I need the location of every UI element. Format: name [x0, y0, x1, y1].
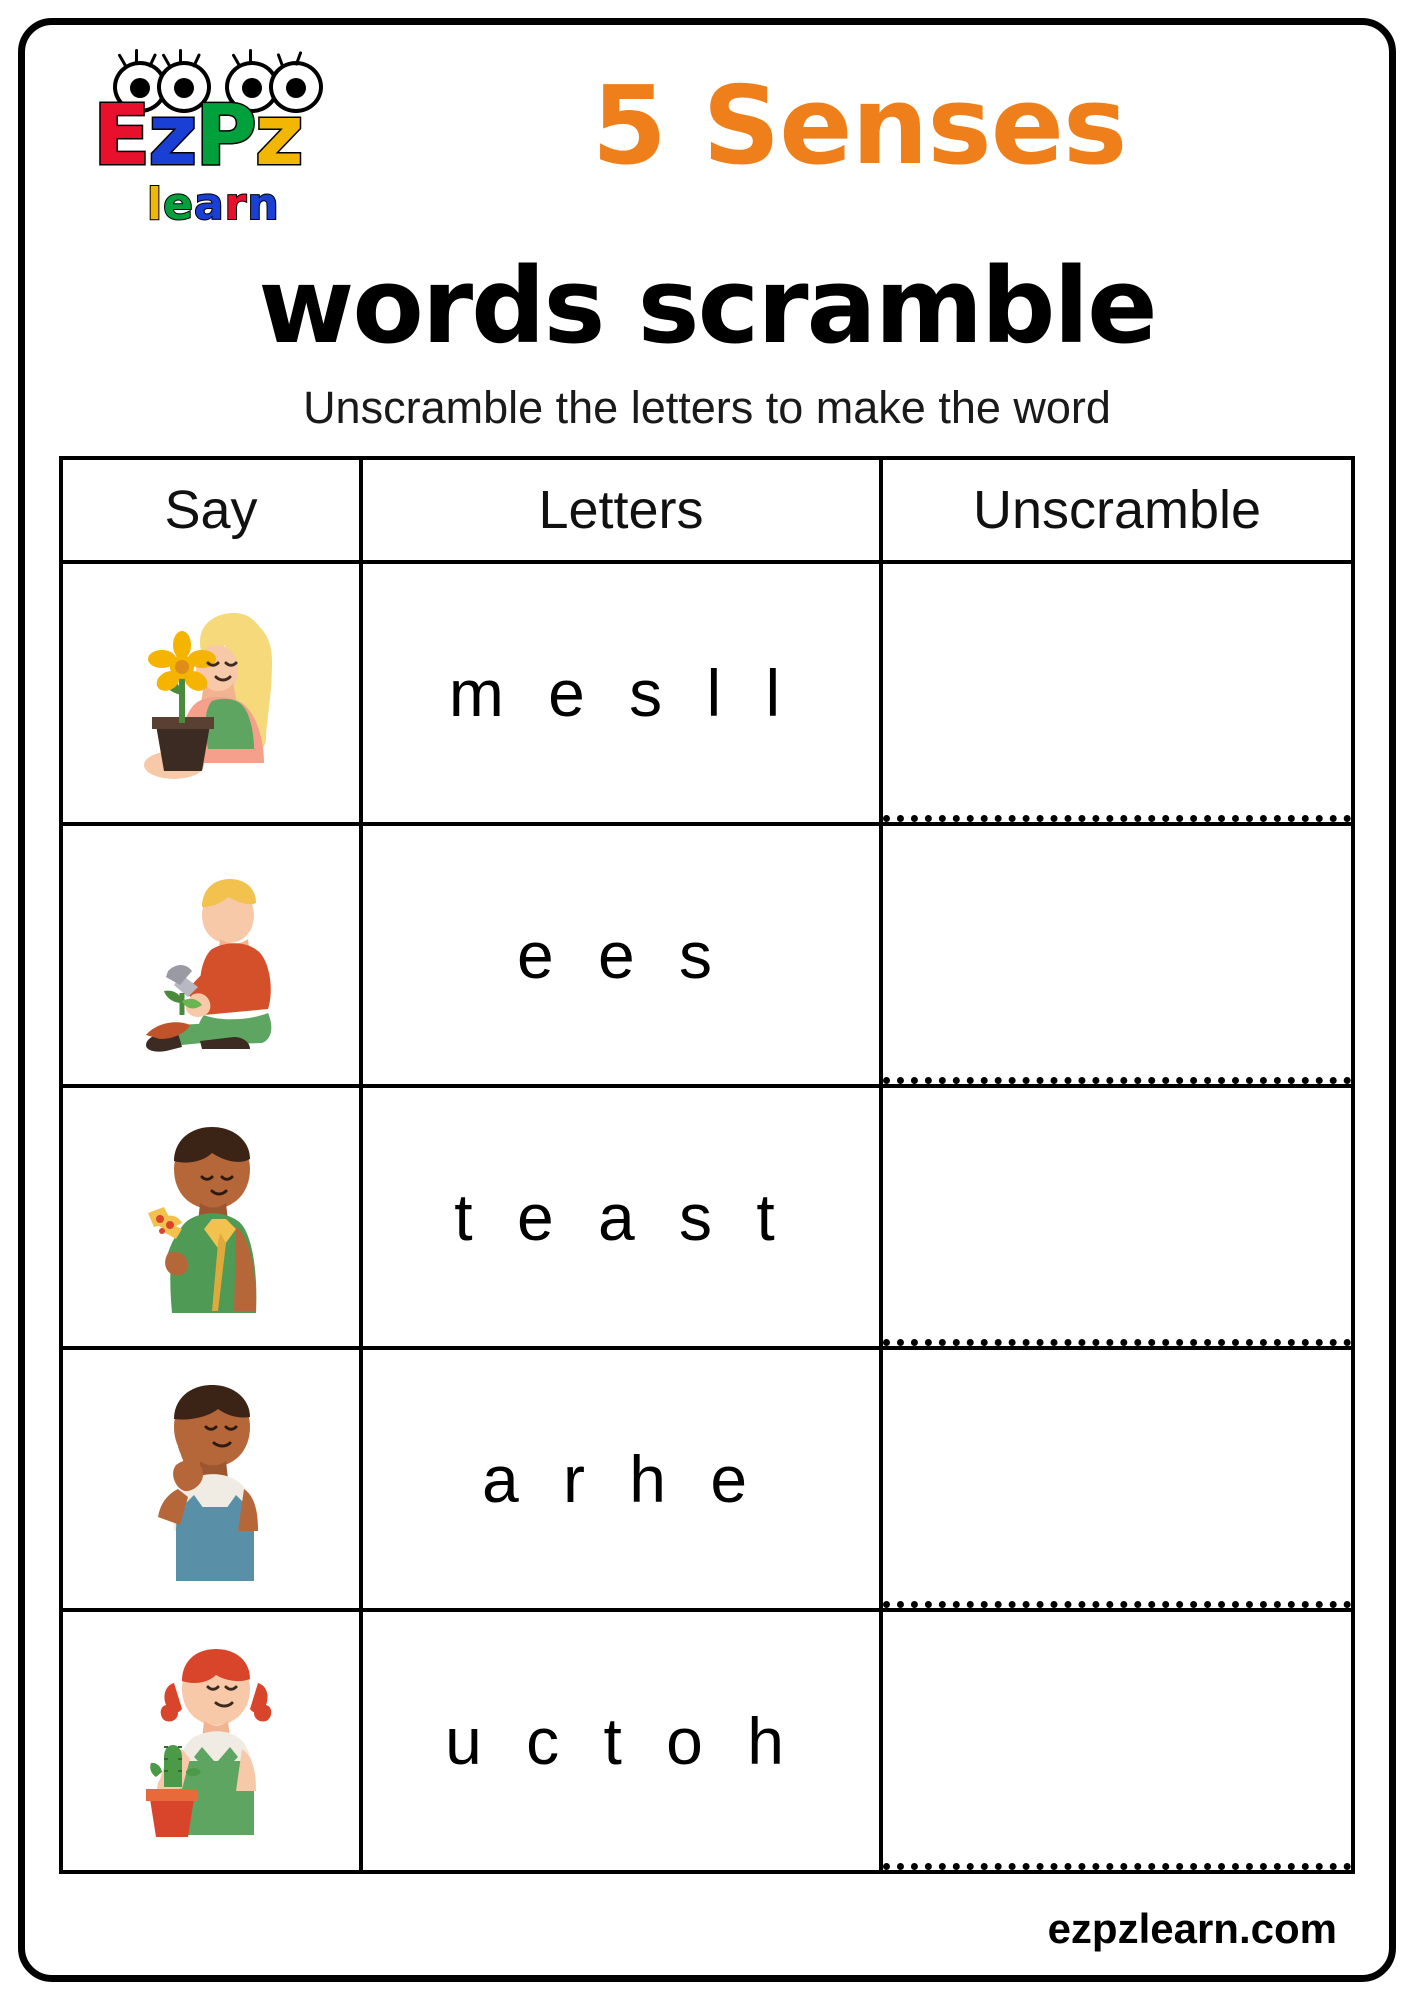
answer-line[interactable]: [883, 815, 1351, 822]
girl-smelling-flower-icon: [116, 583, 306, 798]
logo-sub-letter: n: [247, 179, 280, 230]
girl-listening-icon: [116, 1369, 306, 1584]
eyelash-icon: [249, 49, 252, 64]
table-row: [61, 1610, 1353, 1872]
logo-subtext: [147, 179, 280, 230]
answer-cell[interactable]: [881, 1610, 1353, 1872]
table-row: [61, 824, 1353, 1086]
letters-cell: a r h e: [361, 1348, 881, 1610]
logo-sub-letter: e: [163, 179, 194, 230]
ezpz-learn-logo: [85, 55, 385, 255]
letters-cell: m e s l l: [361, 562, 881, 824]
eyelash-icon: [161, 53, 171, 67]
boy-tasting-pizza-icon: [116, 1107, 306, 1322]
page-subtitle: words scramble: [258, 245, 1156, 367]
instructions-text: Unscramble the letters to make the word: [303, 382, 1111, 433]
answer-line[interactable]: [883, 1863, 1351, 1870]
eyelash-icon: [231, 53, 241, 67]
picture-cell: [61, 562, 361, 824]
logo-letter: z: [148, 86, 196, 184]
logo-sub-letter: a: [193, 179, 225, 230]
logo-letter: z: [254, 86, 302, 184]
worksheet-sheet: [18, 18, 1396, 1982]
answer-cell[interactable]: [881, 562, 1353, 824]
table-row: [61, 562, 1353, 824]
eyelash-icon: [179, 49, 182, 64]
eyelash-icon: [117, 53, 127, 67]
website-label: ezpzlearn.com: [1042, 1903, 1343, 1955]
answer-cell[interactable]: [881, 1086, 1353, 1348]
logo-sub-letter: l: [147, 179, 164, 230]
answer-line[interactable]: [883, 1339, 1351, 1346]
picture-cell: [61, 824, 361, 1086]
boy-planting-seedling-icon: [116, 845, 306, 1060]
page-title: 5 Senses: [591, 64, 1127, 189]
eyelash-icon: [277, 53, 285, 68]
logo-sub-letter: r: [224, 179, 248, 230]
answer-line[interactable]: [883, 1077, 1351, 1084]
eyelash-icon: [295, 51, 303, 66]
column-header-unscramble: Unscramble: [881, 458, 1353, 562]
worksheet-table: [59, 456, 1355, 1874]
answer-cell[interactable]: [881, 1348, 1353, 1610]
picture-cell: [61, 1086, 361, 1348]
eyelash-icon: [135, 49, 138, 64]
column-header-letters: Letters: [361, 458, 881, 562]
girl-touching-cactus-icon: [116, 1631, 306, 1846]
letters-cell: t e a s t: [361, 1086, 881, 1348]
answer-line[interactable]: [883, 1601, 1351, 1608]
picture-cell: [61, 1610, 361, 1872]
worksheet-header: [59, 47, 1355, 262]
column-header-say: Say: [61, 458, 361, 562]
eyelash-icon: [192, 53, 201, 68]
eyelash-icon: [148, 53, 157, 68]
logo-letter: P: [195, 86, 255, 184]
picture-cell: [61, 1348, 361, 1610]
table-row: [61, 1086, 1353, 1348]
table-row: [61, 1348, 1353, 1610]
logo-letter: E: [93, 86, 149, 184]
logo-wordmark: [93, 86, 302, 184]
table-header-row: [61, 458, 1353, 562]
letters-cell: e e s: [361, 824, 881, 1086]
letters-cell: u c t o h: [361, 1610, 881, 1872]
answer-cell[interactable]: [881, 824, 1353, 1086]
